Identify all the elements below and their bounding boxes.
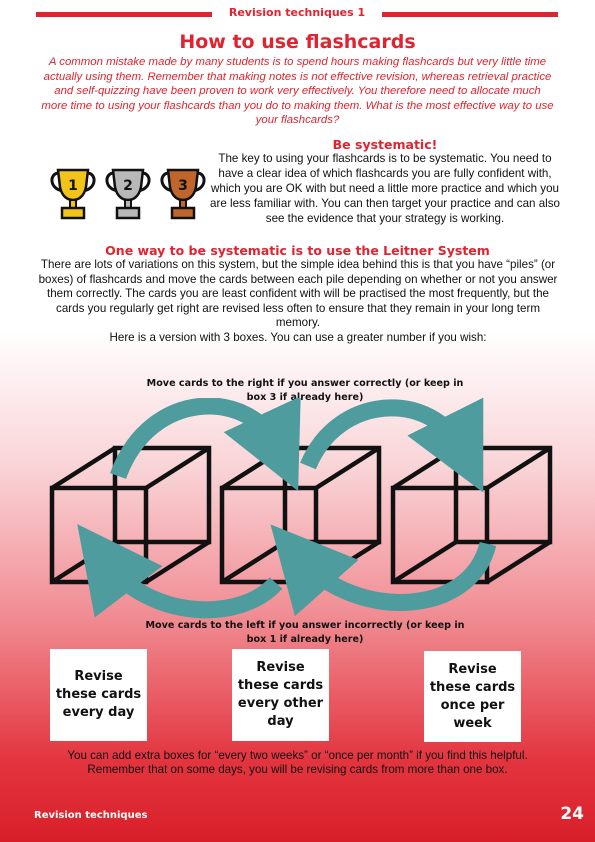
box-2-text: Revise these cards every other day bbox=[237, 660, 324, 729]
box-2-card bbox=[232, 649, 329, 741]
footer-label: Revision techniques bbox=[34, 810, 148, 821]
footer-note-line1: You can add extra boxes for “every two weeks” or “once per month” if you find this helpful. bbox=[67, 749, 528, 762]
footer-note bbox=[40, 749, 555, 777]
intro-paragraph: A common mistake made by many students is to spend hours making flashcards but very little time actually using them. Remember that making notes is not effective revision, whereas retrieval practice and self-quizzing have been proven to work very effectively. You therefore need to allocate much more time to using your flashcards than you do to making them. What is the most effective way to use your flashcards? bbox=[41, 56, 554, 126]
header-rule-right bbox=[382, 12, 558, 17]
page-title: How to use flashcards bbox=[179, 31, 416, 53]
move-right-label: Move cards to the right if you answer correctly (or keep in box 3 if already here) bbox=[146, 378, 464, 403]
leitner-text: There are lots of variations on this system, but the simple idea behind this is that you have “piles” (or boxes) of flashcards and move the cards between each pile depending on whether or not you answer them correctly. The cards you are least confident with will be practised the most frequently, but the cards you regularly get right are revised less often to ensure that they remain in your long term memory. bbox=[38, 258, 558, 330]
box-3-card bbox=[424, 651, 521, 742]
box-1-cube bbox=[52, 448, 209, 582]
trophy-label-2: 2 bbox=[123, 178, 133, 194]
trophy-icons bbox=[48, 165, 208, 221]
trophy-label-1: 1 bbox=[68, 178, 78, 194]
footer-note-line2: Remember that on some days, you will be revising cards from more than one box. bbox=[87, 763, 508, 777]
arrow-box2-to-box1 bbox=[106, 562, 276, 610]
box-1-card bbox=[50, 649, 147, 741]
be-systematic-heading: Be systematic! bbox=[332, 137, 438, 152]
leitner-text-boxes: Here is a version with 3 boxes. You can use a greater number if you wish: bbox=[109, 330, 487, 344]
trophy-label-3: 3 bbox=[178, 178, 188, 194]
trophy-icon-1 bbox=[52, 170, 94, 218]
trophies-group bbox=[48, 165, 208, 221]
box-3-text: Revise these cards once per week bbox=[429, 661, 516, 731]
leitner-heading: One way to be systematic is to use the Leitner System bbox=[105, 243, 490, 258]
header-rule-left bbox=[36, 12, 212, 17]
be-systematic-text: The key to using your flashcards is to be systematic. You need to have a clear idea of which flashcards you are fully confident with, which you are OK with but need a little more practice and which you are less familiar with. You can then target your practice and can also see the evidence that your strategy is working. bbox=[210, 152, 560, 225]
trophy-icon-2 bbox=[107, 170, 149, 218]
move-left-label: Move cards to the left if you answer incorrectly (or keep in box 1 if already here) bbox=[145, 620, 465, 645]
section-label: Revision techniques 1 bbox=[228, 6, 366, 19]
page-number: 24 bbox=[560, 804, 584, 824]
trophy-icon-3 bbox=[162, 170, 204, 218]
leitner-diagram bbox=[40, 398, 570, 620]
box-1-text: Revise these cards every day bbox=[55, 669, 142, 720]
leitner-text-block bbox=[38, 258, 558, 346]
leitner-diagram-svg bbox=[40, 398, 570, 620]
